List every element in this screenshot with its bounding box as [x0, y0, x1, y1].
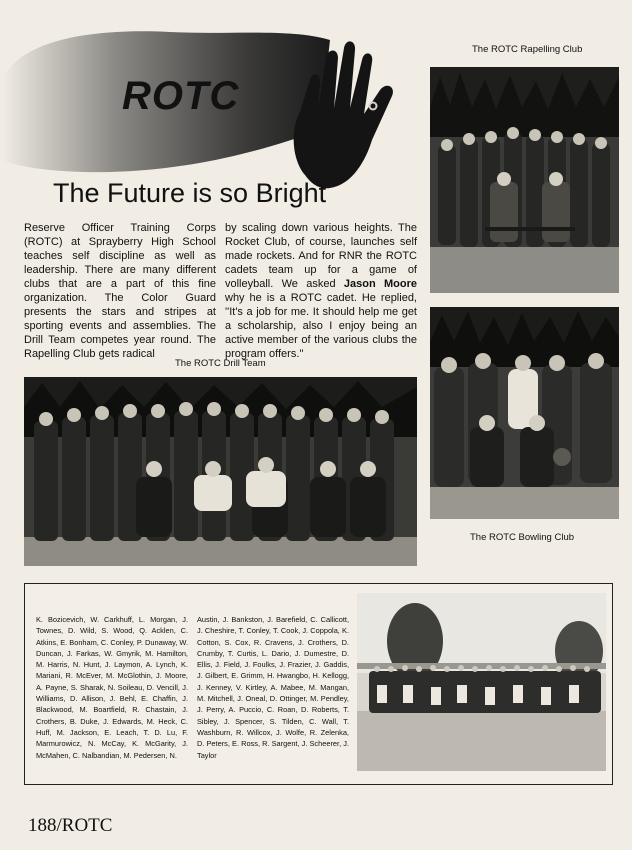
photo-group: [357, 593, 606, 771]
article-column-2: [225, 221, 417, 360]
photo-bowling-club: [430, 307, 619, 519]
caption-drill: The ROTC Drill Team: [175, 358, 266, 369]
section-title: ROTC: [122, 74, 240, 118]
page-number: 188/ROTC: [28, 815, 113, 836]
photo-drill-team: [24, 377, 417, 566]
article-text: by scaling down various heights. The Rocket Club, of course, launches self made rockets. And for RNR the ROTC cadets team up for a game of volleyball. We asked: [225, 222, 417, 290]
article-column-1: Reserve Officer Training Corps (ROTC) at Sprayberry High School teaches self discipline as well as leadership. There are many different clubs that are a part of this fine organization. The Color Guard presents the stars and stripes at sporting events and assemblies. The Drill Team competes year round. The Rapelling Club gets radical: [24, 222, 216, 360]
page-headline: The Future is so Bright: [53, 178, 327, 208]
photo-rapelling-club: [430, 67, 619, 293]
caption-bowling: The ROTC Bowling Club: [470, 532, 575, 543]
article-text: why he is a ROTC cadet. He replied, ''It's a job for me. It should help me get a scholarship, also I enjoy being an active member of the various clubs the program offers.'': [225, 292, 417, 360]
roster-column-2: Austin, J. Bankston, J. Barefield, C. Callicott, J. Cheshire, T. Conley, T. Cook, J. Coppola, K. Cotton, S. Cox, R. Cravens, J. Crothers, D. Crumby, T. Curtis, L. Dario, J. Dumestre, D. Ellis, J. Field, J. Foulks, J. Frazier, J. Gaddis, J. Gilbert, E. Grimm, H. Hwangbo, H. Kellogg, J. Kenney, V. Kirtley, A. Mabee, M. Mangan, M. Mitchell, J. Oneal, D. Ottinger, M. Pendley, J. Perry, A. Puccio, C. Roan, D. Roberts, T. Sibley, J. Spencer, S. Tilden, C. Wall, T. Washburn, R. Willcox, J. Wolfe, R. Zelenka, D. Peters, E. Ross, R. Sargent, J. Scheerer, J. Taylor: [197, 615, 349, 760]
caption-rapelling: The ROTC Rapelling Club: [472, 44, 583, 55]
student-name: Jason Moore: [343, 278, 417, 290]
roster-column-1: K. Bozicevich, W. Carkhuff, L. Morgan, J. Townes, D. Wild, S. Wood, Q. Acklen, C. Atkins, E. Bonham, C. Conley, P. Dunaway, W. Duncan, J. Farkas, W. Gmyrik, M. Hamilton, M. Harris, N. Hunt, J. Laymon, A. Lynch, K. Mariani, R. McEver, M. McGlothin, J. Moore, A. Payne, S. Sharak, N. Soileau, D. Vencill, J. Williams, D. Allison, J. Behl, E. Chaffin, J. Blackwood, M. Boartfield, R. Chastain, J. Crothers, B. Duke, J. Edwards, M. Heck, C. Huff, M. Jackson, E. Leach, T. D. Lu, F. Marmurowicz, N. McCay, K. McGarity, J. McMahen, C. Nalbandian, M. Pedersen, N.: [36, 615, 188, 760]
